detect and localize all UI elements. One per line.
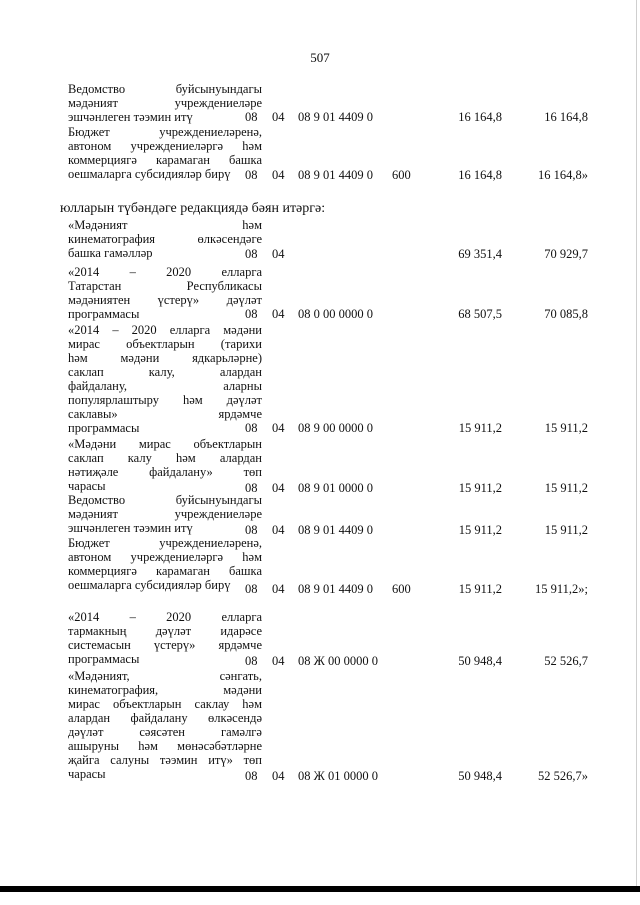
amount-year-2: 15 911,2 — [544, 421, 588, 435]
row-name-line: программасы — [68, 652, 140, 666]
row-name-line: мирас объектларын (тарихи — [68, 337, 262, 351]
target-article-code: 08 0 00 0000 0 — [298, 307, 373, 321]
section-code: 08 — [245, 769, 258, 783]
subsection-code: 04 — [272, 523, 285, 537]
amount-year-1: 50 948,4 — [458, 654, 502, 668]
row-name-line: җайга салуны тәэмин итү» төп — [68, 753, 262, 767]
amount-year-2: 16 164,8» — [538, 168, 588, 182]
row-name — [68, 82, 262, 124]
row-name-line: дәүләт сәясәтен гамәлгә — [68, 725, 262, 739]
row-name — [68, 125, 262, 181]
intro-text: юлларын түбәндәге редакциядә бәян итәргә: — [60, 201, 326, 216]
amount-year-2: 15 911,2 — [544, 523, 588, 537]
row-name — [68, 536, 262, 592]
row-name-line: тармакның дәүләт идарәсе — [68, 624, 262, 638]
row-name-line: популярлаштыру һәм дәүләт — [68, 393, 262, 407]
row-name-line: Бюджет учреждениеләренә, — [68, 125, 262, 139]
row-name — [68, 669, 262, 781]
page-number: 507 — [310, 50, 330, 65]
row-name — [68, 437, 262, 493]
row-name-line: кинематография, мәдәни — [68, 683, 262, 697]
amount-year-2: 70 085,8 — [544, 307, 588, 321]
amount-year-2: 16 164,8 — [544, 110, 588, 124]
amount-year-1: 16 164,8 — [458, 168, 502, 182]
section-code: 08 — [245, 582, 258, 596]
section-code: 08 — [245, 654, 258, 668]
subsection-code: 04 — [272, 481, 285, 495]
target-article-code: 08 9 01 4409 0 — [298, 168, 373, 182]
row-name-line: оешмаларга субсидияләр бирү — [68, 167, 231, 181]
row-name — [68, 493, 262, 535]
target-article-code: 08 9 01 4409 0 — [298, 582, 373, 596]
row-name-line: Бюджет учреждениеләренә, — [68, 536, 262, 550]
row-name-line: мәдәният учреждениеләре — [68, 96, 262, 110]
row-name-line: оешмаларга субсидияләр бирү — [68, 578, 231, 592]
row-name-line: файдалану, аларны — [68, 379, 262, 393]
row-name-line: автоном учреждениеләргә һәм — [68, 550, 262, 564]
row-name-line: Ведомство буйсынуындагы — [68, 82, 262, 96]
row-name-line: ашыруны һәм мөнәсәбәтләрне — [68, 739, 262, 753]
row-name-line: саклап калу, алардан — [68, 365, 262, 379]
amount-year-1: 69 351,4 — [458, 247, 502, 261]
row-name-line: автоном учреждениеләргә һәм — [68, 139, 262, 153]
row-name — [68, 218, 262, 260]
row-name-line: «Мәдәният, сәнгать, — [68, 669, 262, 683]
subsection-code: 04 — [272, 582, 285, 596]
row-name-line: Татарстан Республикасы — [68, 279, 262, 293]
expense-type-code: 600 — [392, 582, 411, 596]
amount-year-2: 52 526,7 — [544, 654, 588, 668]
subsection-code: 04 — [272, 110, 285, 124]
subsection-code: 04 — [272, 307, 285, 321]
target-article-code: 08 9 01 0000 0 — [298, 481, 373, 495]
subsection-code: 04 — [272, 654, 285, 668]
row-name-line: программасы — [68, 307, 140, 321]
amount-year-1: 68 507,5 — [458, 307, 502, 321]
row-name-line: коммерциягә карамаган башка — [68, 564, 262, 578]
amount-year-2: 15 911,2»; — [534, 582, 588, 596]
section-code: 08 — [245, 481, 258, 495]
row-name-line: «2014 – 2020 елларга — [68, 610, 262, 624]
row-name-line: «Мәдәният һәм — [68, 218, 262, 232]
section-code: 08 — [245, 307, 258, 321]
row-name-line: Ведомство буйсынуындагы — [68, 493, 262, 507]
target-article-code: 08 Ж 01 0000 0 — [298, 769, 378, 783]
row-name-line: коммерциягә карамаган башка — [68, 153, 262, 167]
section-code: 08 — [245, 168, 258, 182]
row-name-line: саклап калу һәм алардан — [68, 451, 262, 465]
row-name-line: башка гамәлләр — [68, 246, 153, 260]
amount-year-1: 16 164,8 — [458, 110, 502, 124]
amount-year-1: 50 948,4 — [458, 769, 502, 783]
amount-year-1: 15 911,2 — [458, 582, 502, 596]
scan-bottom-bar — [0, 886, 640, 892]
row-name-line: алардан файдалану өлкәсендә — [68, 711, 262, 725]
row-name-line: программасы — [68, 421, 140, 435]
row-name — [68, 265, 262, 321]
row-name-line: чарасы — [68, 479, 106, 493]
subsection-code: 04 — [272, 421, 285, 435]
row-name-line: һәм мәдәни ядкарьләрне) — [68, 351, 262, 365]
target-article-code: 08 9 01 4409 0 — [298, 523, 373, 537]
scan-margin-line — [636, 0, 637, 886]
row-name-line: мәдәният учреждениеләре — [68, 507, 262, 521]
row-name-line: саклавы» ярдәмче — [68, 407, 262, 421]
row-name-line: «Мәдәни мирас объектларын — [68, 437, 262, 451]
row-name-line: системасын үстерү» ярдәмче — [68, 638, 262, 652]
amount-year-2: 15 911,2 — [544, 481, 588, 495]
expense-type-code: 600 — [392, 168, 411, 182]
amount-year-2: 52 526,7» — [538, 769, 588, 783]
amount-year-1: 15 911,2 — [458, 523, 502, 537]
row-name-line: нәтиҗәле файдалану» төп — [68, 465, 262, 479]
subsection-code: 04 — [272, 168, 285, 182]
row-name-line: эшчәнлеген тәэмин итү — [68, 110, 193, 124]
row-name — [68, 323, 262, 435]
row-name-line: мирас объектларын саклау һәм — [68, 697, 262, 711]
row-name-line: мәдәниятен үстерү» дәүләт — [68, 293, 262, 307]
row-name-line: чарасы — [68, 767, 106, 781]
row-name-line: эшчәнлеген тәэмин итү — [68, 521, 193, 535]
row-name-line: кинематография өлкәсендәге — [68, 232, 262, 246]
target-article-code: 08 9 00 0000 0 — [298, 421, 373, 435]
row-name-line: «2014 – 2020 елларга — [68, 265, 262, 279]
row-name — [68, 610, 262, 666]
target-article-code: 08 9 01 4409 0 — [298, 110, 373, 124]
section-code: 08 — [245, 523, 258, 537]
subsection-code: 04 — [272, 247, 285, 261]
amount-year-2: 70 929,7 — [544, 247, 588, 261]
section-code: 08 — [245, 421, 258, 435]
target-article-code: 08 Ж 00 0000 0 — [298, 654, 378, 668]
amount-year-1: 15 911,2 — [458, 421, 502, 435]
section-code: 08 — [245, 110, 258, 124]
row-name-line: «2014 – 2020 елларга мәдәни — [68, 323, 262, 337]
subsection-code: 04 — [272, 769, 285, 783]
section-code: 08 — [245, 247, 258, 261]
amount-year-1: 15 911,2 — [458, 481, 502, 495]
